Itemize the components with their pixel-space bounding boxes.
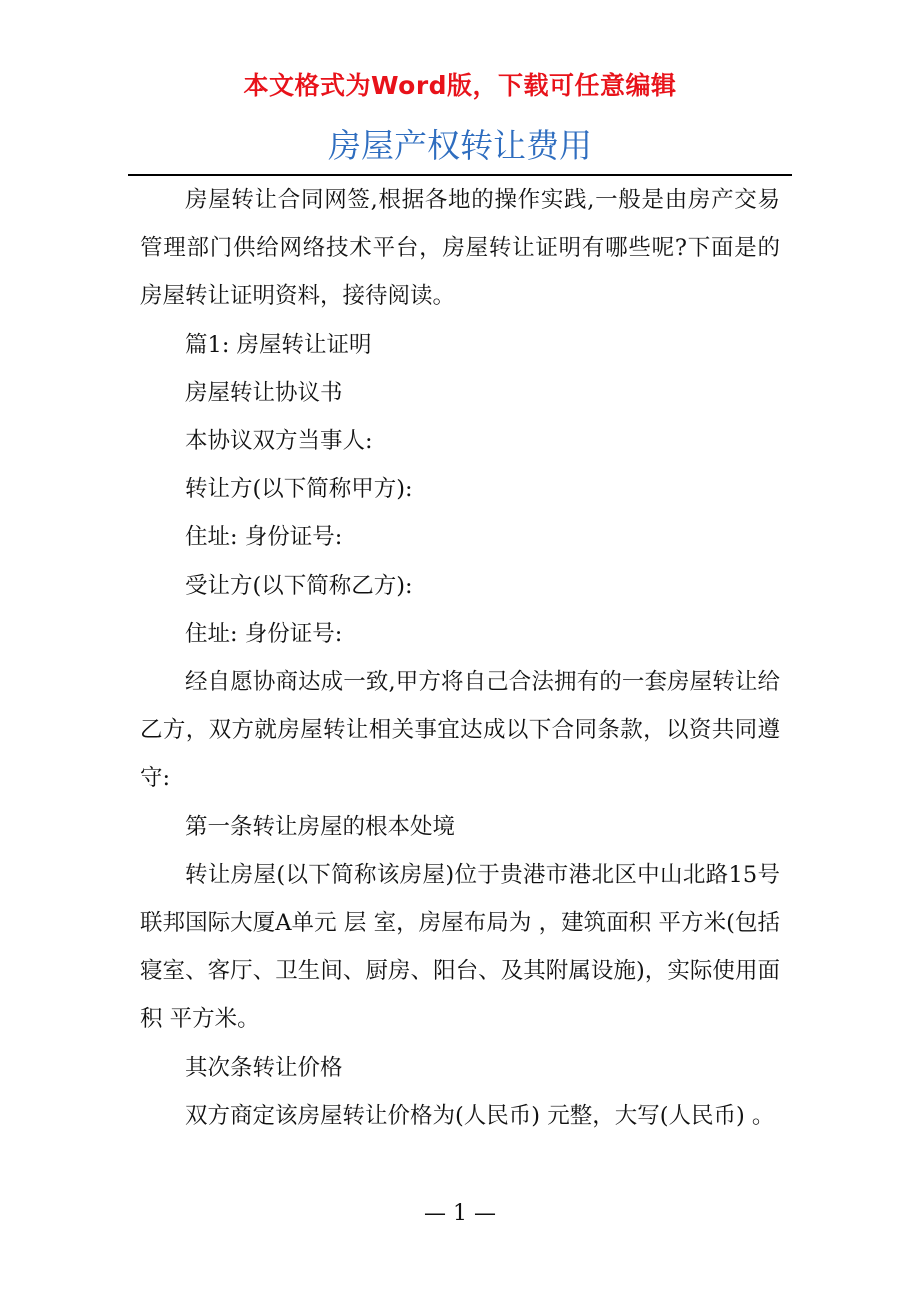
- parties-line: 本协议双方当事人:: [185, 428, 373, 455]
- section-heading: 篇1: 房屋转让证明: [185, 331, 372, 358]
- property-description-paragraph: 转让房屋(以下简称该房屋)位于贵港市港北区中山北路15号联邦国际大厦A单元 层 室，房屋布局为 ，建筑面积 平方米(包括寝室、客厅、卫生间、厨房、阳台、及其附属设施)，实际使用面积 平方米。: [140, 861, 780, 1033]
- intro-paragraph: 房屋转让合同网签,根据各地的操作实践,一般是由房产交易管理部门供给网络技术平台，房屋转让证明有哪些呢?下面是的房屋转让证明资料，接待阅读。: [140, 187, 780, 310]
- price-paragraph: 双方商定该房屋转让价格为(人民币) 元整，大写(人民币) 。: [185, 1102, 775, 1129]
- article-one-heading: 第一条转让房屋的根本处境: [185, 813, 456, 840]
- agreement-title: 房屋转让协议书: [185, 379, 343, 406]
- transferor-address-line: 住址: 身份证号:: [185, 524, 343, 551]
- article-two-heading: 其次条转让价格: [185, 1054, 343, 1081]
- agreement-paragraph: 经自愿协商达成一致,甲方将自己合法拥有的一套房屋转让给乙方，双方就房屋转让相关事宜达成以下合同条款，以资共同遵守:: [140, 669, 780, 792]
- document-body: [140, 176, 780, 1140]
- transferor-line: 转让方(以下简称甲方):: [185, 476, 413, 503]
- transferee-address-line: 住址: 身份证号:: [185, 620, 343, 647]
- page-number: — 1 —: [424, 1201, 496, 1226]
- document-title: 房屋产权转让费用: [328, 126, 592, 165]
- download-banner: 本文格式为Word版，下载可任意编辑: [243, 71, 677, 100]
- transferee-line: 受让方(以下简称乙方):: [185, 572, 413, 599]
